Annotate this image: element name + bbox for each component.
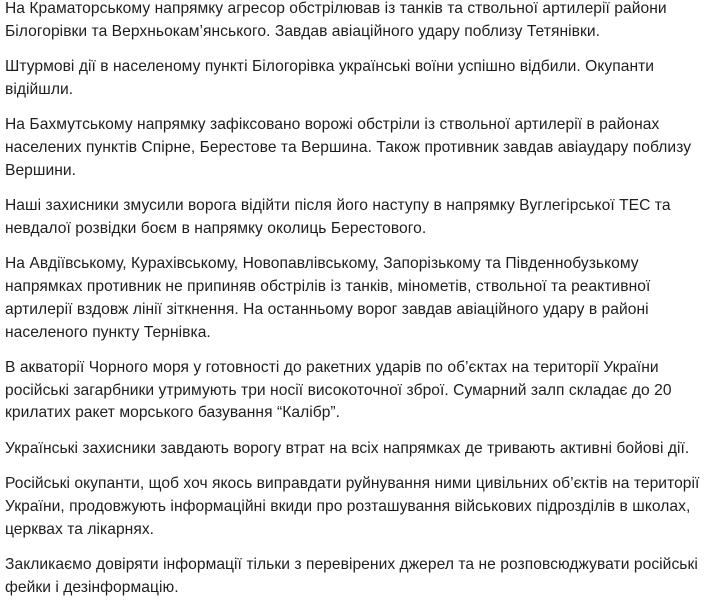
post-paragraph-9: Закликаємо довіряти інформації тільки з перевірених джерел та не розповсюджувати російські фейки і дезінформацію. [5, 555, 698, 596]
post-paragraph-3: На Бахмутському напрямку зафіксовано ворожі обстріли із ствольної артилерії в районах населених пунктів Спірне, Берестове та Вершина. Також противник завдав авіаудару поблизу Вершини. [5, 116, 692, 179]
post-paragraph-6: В акваторії Чорного моря у готовності до ракетних ударів по об’єктах на території України російські загарбники утримують три носії високоточної зброї. Сумарний залп складає до 20 крилатих ракет морського базування “Калібр”. [5, 358, 672, 422]
post-paragraph-7: Українські захисники завдають ворогу втрат на всіх напрямках де тривають активні бойові дії. [5, 439, 690, 457]
post-paragraph-5: На Авдіївському, Курахівському, Новопавлівському, Запорізькому та Південнобузькому напрямках противник не припиняв обстрілів із танків, мінометів, ствольної та реактивної артилерії вздовж лінії зіткнення. На останньому ворог завдав авіаційного удару в районі населеного пункту Тернівка. [5, 255, 651, 341]
post-paragraph-4: Наші захисники змусили ворога відійти після його наступу в напрямку Вуглегірської ТЕС та невдалої розвідки боєм в напрямку околиць Берестового. [5, 197, 671, 237]
post-paragraph-8: Російські окупанти, щоб хоч якось виправдати руйнування ними цивільних об’єктів на території України, продовжують інформаційні вкиди про розташування військових підрозділів в школах, церквах та лікарнях. [5, 475, 700, 538]
post-paragraph-1: На Краматорському напрямку агресор обстрілював із танків та ствольної артилерії райони Білогорівки та Верхньокам’янського. Завдав авіаційного удару поблизу Тетянівки. [5, 0, 667, 40]
post-paragraph-2: Штурмові дії в населеному пункті Білогорівка українські воїни успішно відбили. Окупанти відійшли. [5, 58, 655, 98]
